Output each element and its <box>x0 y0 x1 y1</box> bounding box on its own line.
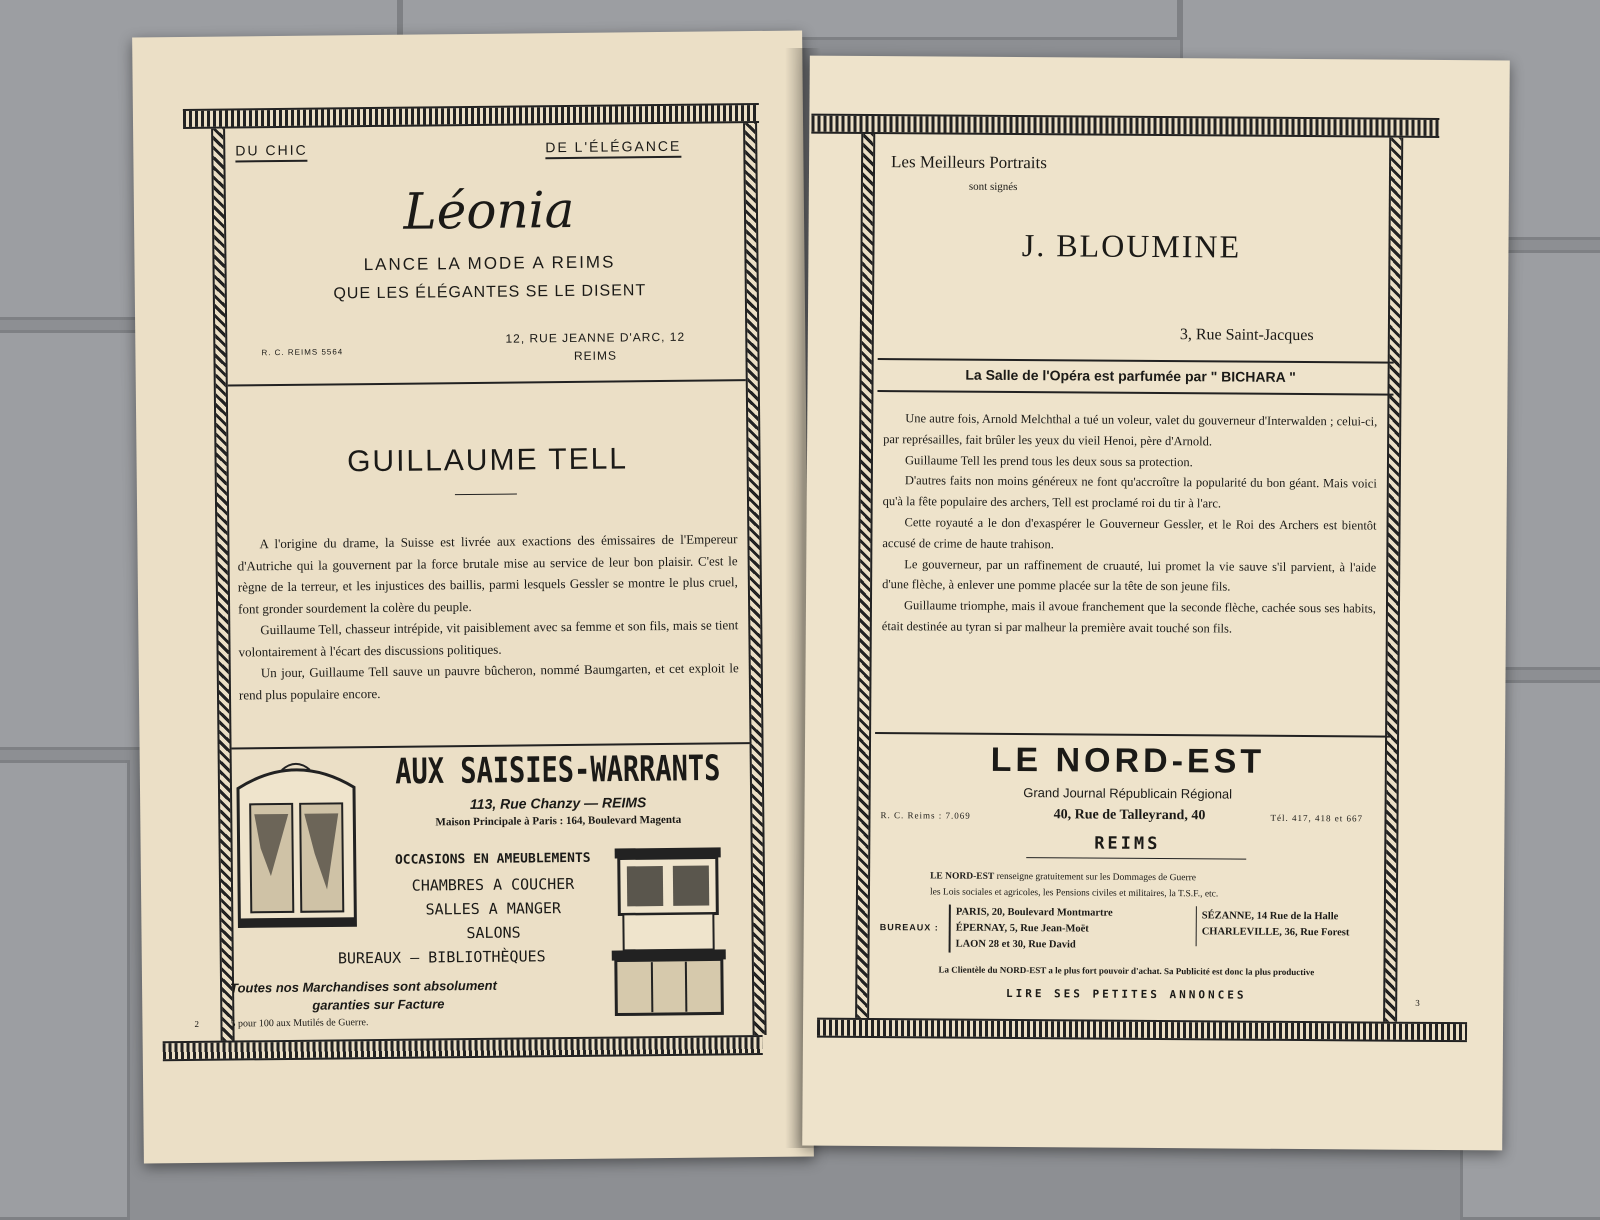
right-border <box>1383 138 1403 1022</box>
saisies-guarantee-b: garanties sur Facture <box>312 996 445 1013</box>
article-body <box>237 528 739 705</box>
nord-est-petites: LIRE SES PETITES ANNONCES <box>1005 986 1247 1002</box>
bottom-border <box>817 1018 1467 1043</box>
saisies-line-4: SALONS <box>466 923 521 943</box>
bottom-border <box>163 1035 763 1061</box>
divider <box>878 358 1394 364</box>
slogan-line-1: LANCE LA MODE A REIMS <box>363 252 616 275</box>
right-border <box>743 123 767 1035</box>
divider <box>228 379 746 386</box>
left-page <box>132 31 814 1164</box>
saisies-guarantee-a: Toutes nos Marchandises sont absolument <box>230 977 497 996</box>
tag-right: DE L'ÉLÉGANCE <box>545 138 681 159</box>
floor-tile <box>0 760 130 1220</box>
nord-est-desc <box>930 868 1370 903</box>
nord-est-subtitle: Grand Journal Républicain Régional <box>1023 785 1233 802</box>
bureaux-right <box>1202 908 1350 941</box>
saisies-discount: 5 pour 100 aux Mutilés de Guerre. <box>230 1017 369 1030</box>
paragraph: Guillaume triomphe, mais il avoue franchement que la seconde flèche, cachée sous ses habits, était destinée au tyran si par malheur la première avait touché son fils. <box>881 598 1377 636</box>
nord-est-desc-1: renseigne gratuitement sur les Dommages de Guerre <box>996 871 1197 884</box>
bureau-sezanne: SÉZANNE, 14 Rue de la Halle <box>1201 910 1339 923</box>
paragraph: Cette royauté a le don d'exaspérer le Gouverneur Gessler, et le Roi des Archers est bientôt accusé de crime de haute trahison. <box>882 515 1377 552</box>
bloumine-name: J. BLOUMINE <box>1021 227 1242 265</box>
saisies-line-1: OCCASIONS EN AMEUBLEMENTS <box>394 850 591 868</box>
nord-est-city: REIMS <box>1094 833 1161 855</box>
paragraph: A l'origine du drame, la Suisse est livrée aux exactions des émissaires de l'Empereur d'Autriche qui la gouvernent par la force brutale mise au service de leur bon plaisir. C'est le règne de la terreur, et les injustices des baillis, parmi lesquels Gessler se montre le plus cruel, font gronder sourdement la colère du peuple. <box>237 531 738 616</box>
divider <box>1026 857 1246 860</box>
paragraph: Guillaume Tell les prend tous les deux sous sa protection. <box>904 452 1193 469</box>
saisies-line-5: BUREAUX — BIBLIOTHÈQUES <box>337 947 546 968</box>
bureau-laon: LAON 28 et 30, Rue David <box>955 938 1076 951</box>
top-border <box>183 103 759 129</box>
title-underline <box>455 494 517 496</box>
paragraph: Le gouverneur, par un raffinement de cruauté, lui promet la vie sauve s'il parvient, à l'aide d'une flèche, à enlever une pomme placée sur la tête de son jeune fils. <box>882 556 1377 594</box>
page-number: 3 <box>1415 997 1420 1008</box>
floor-tile <box>0 330 150 750</box>
brand-logo: Léonia <box>403 180 575 241</box>
left-border <box>855 134 875 1018</box>
paragraph: Un jour, Guillaume Tell sauve un pauvre bûcheron, nommé Baumgarten, et cet exploit le rend plus populaire encore. <box>238 660 739 702</box>
nord-est-title: LE NORD-EST <box>990 740 1266 781</box>
divider <box>877 390 1393 396</box>
bichara-line: La Salle de l'Opéra est parfumée par " BICHARA " <box>965 366 1296 385</box>
bureau-paris: PARIS, 20, Boulevard Montmartre <box>955 906 1113 919</box>
saisies-title: AUX SAISIES-WARRANTS <box>395 748 721 793</box>
nord-est-address: 40, Rue de Talleyrand, 40 <box>1053 807 1206 824</box>
bloumine-address: 3, Rue Saint-Jacques <box>1179 326 1314 345</box>
bloumine-line-2: sont signés <box>968 180 1018 194</box>
buffet-icon <box>609 843 729 1020</box>
bureau-epernay: ÉPERNAY, 5, Rue Jean-Moët <box>955 922 1089 935</box>
article-title: GUILLAUME TELL <box>346 442 629 479</box>
paragraph: Guillaume Tell, chasseur intrépide, vit paisiblement avec sa femme et son fils, mais se tient volontairement à l'écart des discussions politiques. <box>238 617 739 659</box>
nord-est-desc-bold: LE NORD-EST <box>930 871 995 882</box>
saisies-paris: Maison Principale à Paris : 164, Boulevard Magenta <box>435 813 682 829</box>
paragraph: Une autre fois, Arnold Melchthal a tué un voleur, valet du gouverneur d'Interwalden ; celui-ci, par représailles, fait brûler les yeux du vieil Henoi, père d'Arnold. <box>883 411 1378 449</box>
divider <box>875 732 1391 738</box>
leonia-address: 12, RUE JEANNE D'ARC, 12 <box>505 329 686 346</box>
leonia-city: REIMS <box>573 348 618 363</box>
nord-est-clientele: La Clientèle du NORD-EST a le plus fort pouvoir d'achat. Sa Publicité est donc la plus productive <box>938 964 1315 978</box>
top-border <box>811 114 1439 138</box>
bureaux-left <box>956 905 1113 954</box>
paragraph: D'autres faits non moins généreux ne font qu'accroître la popularité du bon géant. Mais voici qu'à la fête populaire des archers, Tell est proclamé roi du tir à l'arc. <box>882 473 1377 511</box>
rc-number: R. C. REIMS 5564 <box>261 347 344 358</box>
separator <box>1196 906 1197 946</box>
bloumine-line-1: Les Meilleurs Portraits <box>891 152 1047 173</box>
bureau-charleville: CHARLEVILLE, 36, Rue Forest <box>1201 926 1350 939</box>
nord-est-tel: Tél. 417, 418 et 667 <box>1270 812 1364 824</box>
tag-left: DU CHIC <box>235 142 308 163</box>
saisies-line-2: CHAMBRES A COUCHER <box>411 874 575 895</box>
bureaux-label: BUREAUX : <box>879 922 939 933</box>
page-number: 2 <box>194 1018 200 1029</box>
nord-est-desc-2: les Lois sociales et agricoles, les Pensions civiles et militaires, la T.S.F., etc. <box>929 887 1219 900</box>
saisies-address: 113, Rue Chanzy — REIMS <box>469 794 647 813</box>
article-body <box>882 408 1378 640</box>
nord-est-rc: R. C. Reims : 7.069 <box>880 810 971 821</box>
wardrobe-icon <box>230 757 364 934</box>
saisies-line-3: SALLES A MANGER <box>425 899 562 919</box>
right-page <box>802 56 1510 1151</box>
slogan-line-2: QUE LES ÉLÉGANTES SE LE DISENT <box>333 282 647 303</box>
brace <box>949 905 954 953</box>
